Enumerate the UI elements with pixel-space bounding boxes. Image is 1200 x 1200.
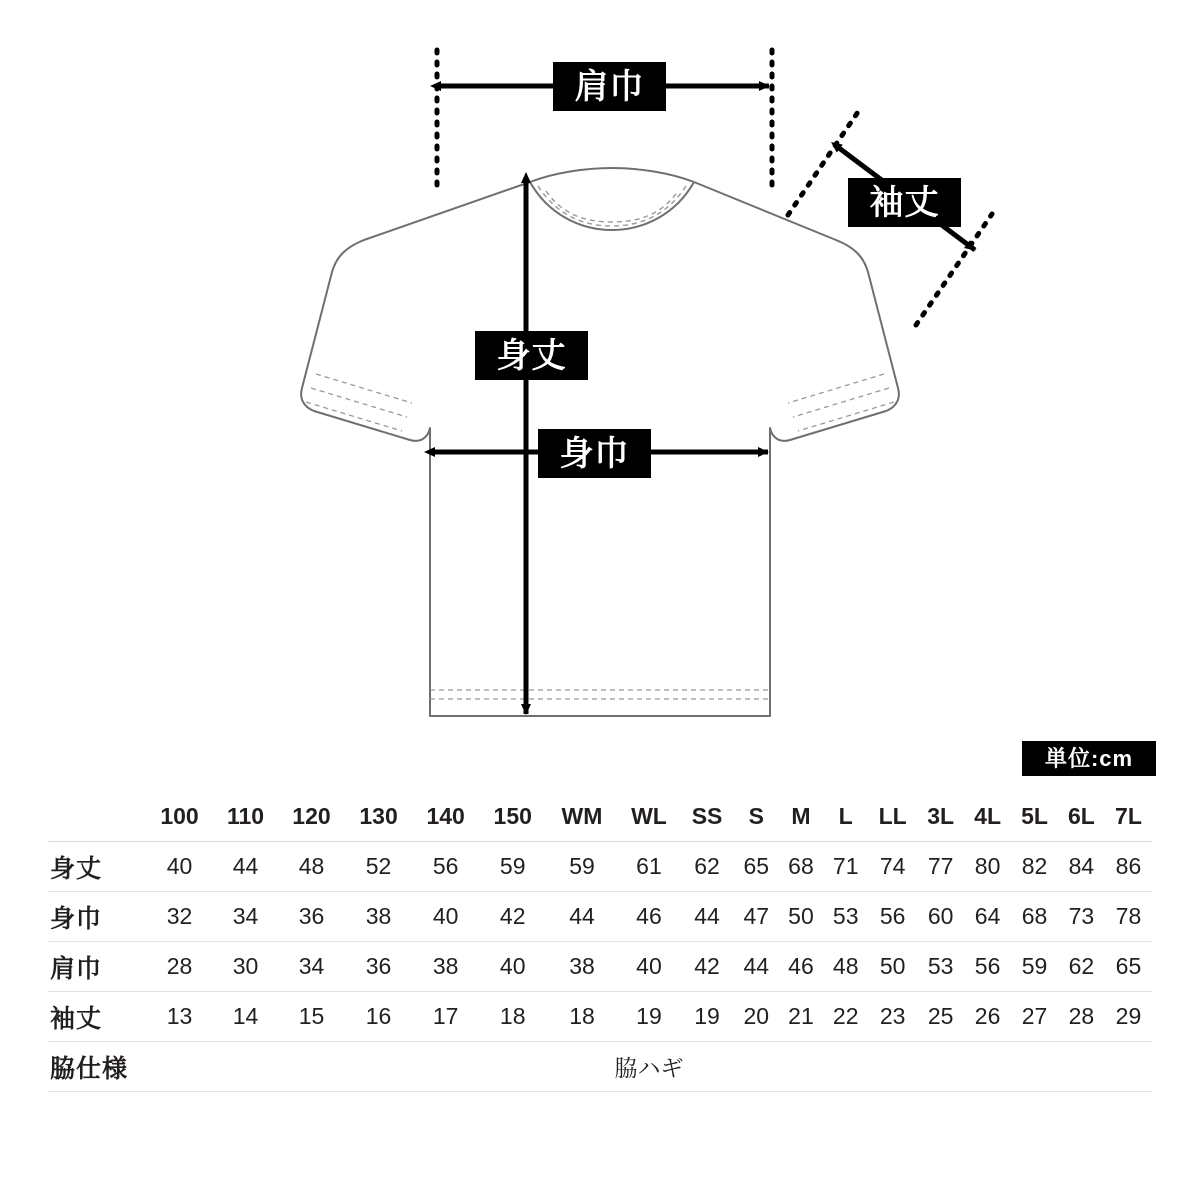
size-header: WL [618, 792, 681, 842]
cell: 21 [788, 1003, 814, 1029]
row-label: 肩巾 [50, 954, 103, 983]
row-label: 身丈 [50, 854, 103, 883]
cell: 74 [879, 853, 906, 879]
cell: 59 [1021, 953, 1048, 979]
cell: 23 [879, 1003, 906, 1029]
size-header: 100 [146, 792, 213, 842]
cell: 59 [499, 853, 526, 879]
cell: 17 [432, 1003, 459, 1029]
cell: 71 [832, 853, 859, 879]
cell: 60 [927, 903, 954, 929]
size-header: LL [868, 792, 917, 842]
cell: 19 [636, 1003, 662, 1029]
cell: 40 [499, 953, 526, 979]
label-body-length: 身丈 [475, 331, 588, 380]
cell: 20 [743, 1003, 770, 1029]
cell: 18 [569, 1003, 595, 1029]
size-header: 6L [1058, 792, 1105, 842]
cell: 42 [694, 953, 720, 979]
label-body-width: 身巾 [538, 429, 651, 478]
table-row-spec [48, 1042, 1152, 1092]
cell: 29 [1115, 1003, 1142, 1029]
cell: 18 [499, 1003, 526, 1029]
cell: 13 [166, 1003, 193, 1029]
size-header: WM [546, 792, 617, 842]
cell: 38 [569, 953, 595, 979]
table-row [48, 842, 1152, 892]
cell: 47 [743, 903, 770, 929]
cell: 48 [832, 953, 859, 979]
cell: 59 [569, 853, 595, 879]
size-header: 7L [1105, 792, 1152, 842]
table-corner-cell [48, 792, 146, 842]
cell: 65 [1115, 953, 1142, 979]
size-header: 150 [479, 792, 546, 842]
cell: 42 [499, 903, 526, 929]
size-header: 110 [213, 792, 278, 842]
cell: 56 [879, 903, 906, 929]
cell: 78 [1115, 903, 1142, 929]
cell: 84 [1068, 853, 1095, 879]
cell: 26 [974, 1003, 1001, 1029]
table-header-row [48, 792, 1152, 842]
cell: 53 [832, 903, 859, 929]
size-header: 3L [917, 792, 964, 842]
cell: 16 [365, 1003, 392, 1029]
cell: 28 [166, 953, 193, 979]
size-header: 4L [964, 792, 1011, 842]
size-header: L [823, 792, 868, 842]
cell: 38 [365, 903, 392, 929]
label-unit-cm: 単位:cm [1022, 741, 1156, 776]
label-shoulder-width: 肩巾 [553, 62, 666, 111]
cell: 40 [432, 903, 459, 929]
table-row [48, 942, 1152, 992]
table-row [48, 992, 1152, 1042]
cell: 52 [365, 853, 392, 879]
cell: 62 [694, 853, 720, 879]
size-chart-table [48, 792, 1152, 1092]
cell: 73 [1068, 903, 1095, 929]
cell: 19 [694, 1003, 720, 1029]
label-sleeve-length: 袖丈 [848, 178, 961, 227]
cell: 46 [636, 903, 662, 929]
cell: 15 [298, 1003, 325, 1029]
cell: 50 [879, 953, 906, 979]
size-header: M [779, 792, 824, 842]
cell: 14 [232, 1003, 259, 1029]
cell: 44 [743, 953, 770, 979]
cell: 53 [927, 953, 954, 979]
cell: 56 [432, 853, 459, 879]
cell: 86 [1115, 853, 1142, 879]
cell: 62 [1068, 953, 1095, 979]
cell: 38 [432, 953, 459, 979]
cell: 27 [1021, 1003, 1048, 1029]
cell: 30 [232, 953, 259, 979]
table-row [48, 892, 1152, 942]
size-header: 5L [1011, 792, 1058, 842]
cell: 68 [788, 853, 814, 879]
cell: 28 [1068, 1003, 1095, 1029]
size-header: 140 [412, 792, 479, 842]
cell: 44 [232, 853, 259, 879]
cell: 64 [974, 903, 1001, 929]
cell: 36 [298, 903, 325, 929]
cell: 25 [927, 1003, 954, 1029]
cell: 68 [1021, 903, 1048, 929]
cell: 34 [232, 903, 259, 929]
cell: 34 [298, 953, 325, 979]
cell: 77 [927, 853, 954, 879]
cell: 46 [788, 953, 814, 979]
cell: 80 [974, 853, 1001, 879]
cell: 40 [636, 953, 662, 979]
row-label: 身巾 [50, 904, 103, 933]
size-header: 120 [278, 792, 345, 842]
cell: 36 [365, 953, 392, 979]
cell: 40 [166, 853, 193, 879]
cell: 48 [298, 853, 325, 879]
cell: 32 [166, 903, 193, 929]
cell: 44 [569, 903, 595, 929]
cell: 22 [832, 1003, 859, 1029]
cell: 56 [974, 953, 1001, 979]
row-label-spec: 脇仕様 [50, 1054, 129, 1083]
size-header: 130 [345, 792, 412, 842]
cell: 44 [694, 903, 720, 929]
cell: 65 [743, 853, 770, 879]
cell: 61 [636, 853, 662, 879]
size-header: SS [680, 792, 734, 842]
cell: 50 [788, 903, 814, 929]
row-label: 袖丈 [50, 1004, 103, 1033]
cell: 82 [1021, 853, 1048, 879]
spec-value: 脇ハギ [614, 1055, 684, 1081]
size-header: S [734, 792, 779, 842]
